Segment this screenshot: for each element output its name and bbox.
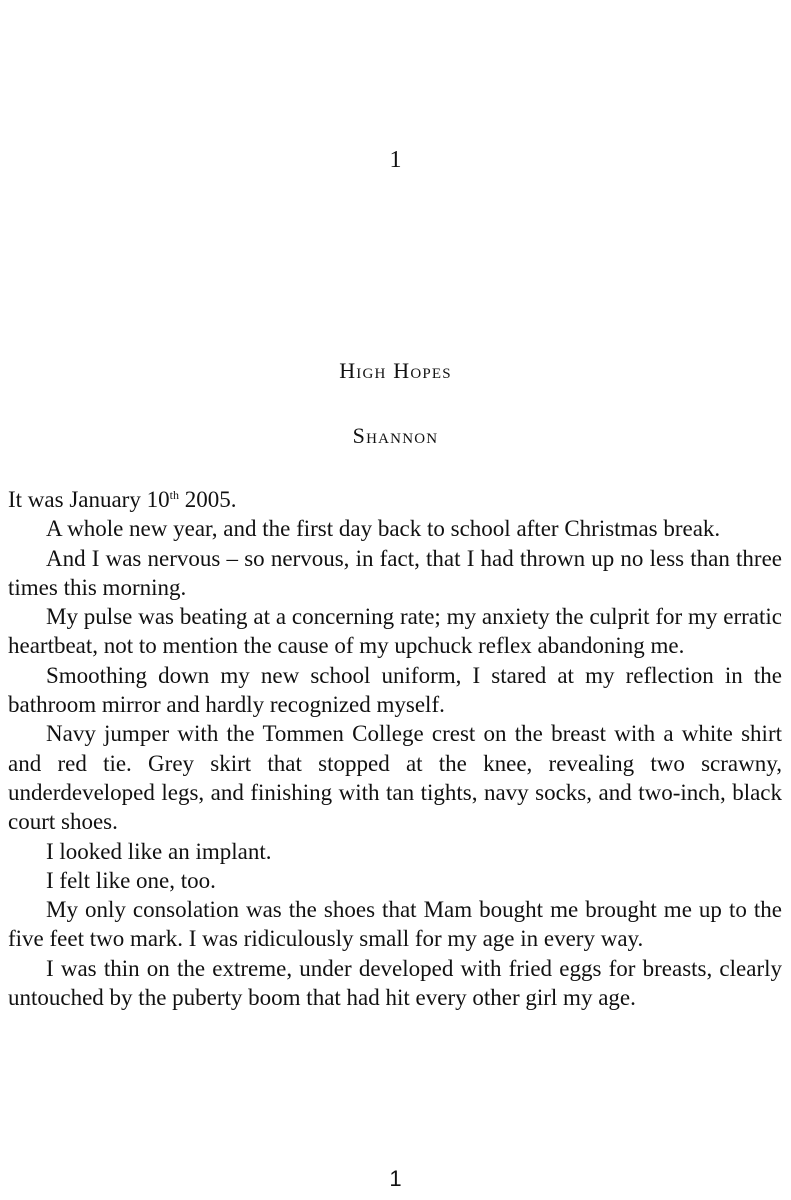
paragraph: My only consolation was the shoes that Mam bought me brought me up to the five feet two mark. I was ridiculously small for my age in every way.	[8, 897, 782, 952]
paragraph: I was thin on the extreme, under developed with fried eggs for breasts, clearly untouched by the puberty boom that had hit every other girl my age.	[8, 955, 782, 1011]
opening-suffix: 2005.	[178, 487, 237, 512]
paragraph: Navy jumper with the Tommen College crest on the breast with a white shirt and red tie. Grey skirt that stopped at the knee, revealing two scrawny, underdeveloped legs, and finishing with tan tights, navy socks, and two-inch, black court shoes.	[8, 721, 782, 835]
paragraph: And I was nervous – so nervous, in fact, that I had thrown up no less than three times this morning.	[8, 545, 782, 600]
paragraph: My pulse was beating at a concerning rate; my anxiety the culprit for my erratic heartbeat, not to mention the cause of my upchuck reflex abandoning me.	[8, 604, 782, 659]
chapter-body	[8, 485, 782, 1012]
chapter-title: High Hopes	[339, 358, 452, 383]
date-ordinal-suffix: th	[169, 488, 179, 502]
paragraph: A whole new year, and the first day back to school after Christmas break.	[46, 516, 721, 542]
pov-character-name: Shannon	[352, 423, 439, 448]
opening-prefix: It was January 10	[8, 487, 170, 512]
paragraph: Smoothing down my new school uniform, I stared at my reflection in the bathroom mirror and hardly recognized myself.	[8, 662, 782, 718]
page-number: 1	[389, 1166, 402, 1191]
paragraph: I felt like one, too.	[46, 867, 216, 893]
chapter-number: 1	[389, 147, 402, 173]
opening-paragraph	[8, 485, 782, 514]
paragraph: I looked like an implant.	[46, 838, 272, 864]
